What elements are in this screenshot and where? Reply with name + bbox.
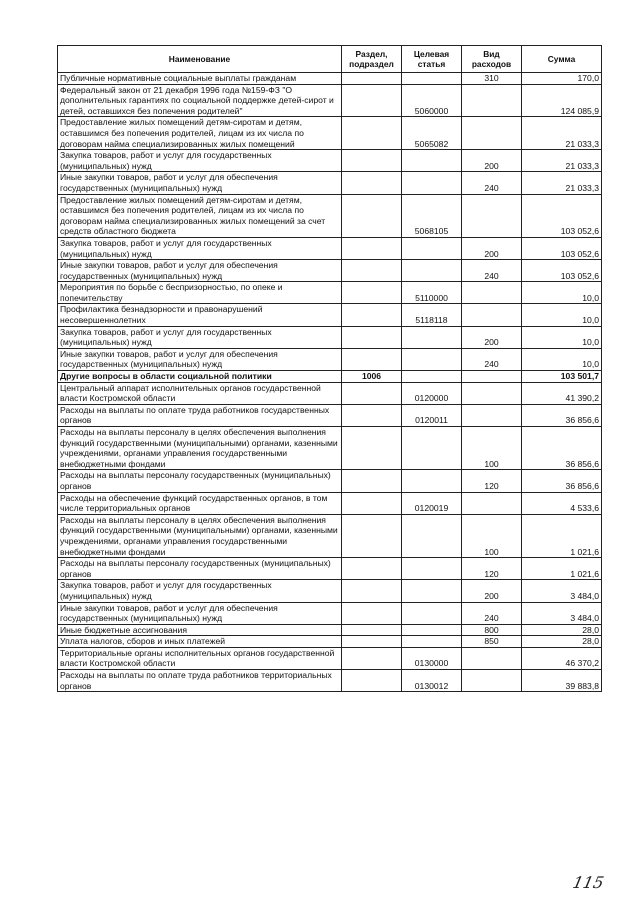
row-sum-cell: 10,0 — [522, 282, 602, 304]
row-section-cell — [342, 326, 402, 348]
row-sum-cell: 21 033,3 — [522, 150, 602, 172]
table-row — [58, 73, 602, 85]
row-name-cell: Федеральный закон от 21 декабря 1996 года №159-ФЗ "О дополнительных гарантиях по социальной поддержке детей-сирот и детей, оставшихся без попечения родителей" — [58, 84, 342, 117]
row-sum-cell: 21 033,3 — [522, 117, 602, 150]
row-kind-cell: 200 — [462, 237, 522, 259]
row-target-cell: 5060000 — [402, 84, 462, 117]
row-sum-cell: 10,0 — [522, 304, 602, 326]
row-section-cell — [342, 602, 402, 624]
row-target-cell: 0130000 — [402, 647, 462, 669]
table-row — [58, 237, 602, 259]
row-kind-cell: 200 — [462, 580, 522, 602]
row-sum-cell: 36 856,6 — [522, 470, 602, 492]
row-sum-cell: 28,0 — [522, 636, 602, 648]
row-sum-cell: 170,0 — [522, 73, 602, 85]
table-row — [58, 348, 602, 370]
row-name-cell: Мероприятия по борьбе с беспризорностью, по опеке и попечительству — [58, 282, 342, 304]
row-target-cell — [402, 371, 462, 383]
row-kind-cell — [462, 194, 522, 237]
row-name-cell: Иные бюджетные ассигнования — [58, 624, 342, 636]
row-kind-cell: 100 — [462, 427, 522, 470]
row-name-cell: Расходы на выплаты персоналу в целях обеспечения выполнения функций государственными (муниципальными) органами, казенными учреждениями, органами управления государственными внебюджетными фондами — [58, 427, 342, 470]
row-sum-cell: 10,0 — [522, 326, 602, 348]
row-target-cell: 5110000 — [402, 282, 462, 304]
row-sum-cell: 41 390,2 — [522, 382, 602, 404]
table-row — [58, 172, 602, 194]
row-sum-cell: 124 085,9 — [522, 84, 602, 117]
row-sum-cell: 36 856,6 — [522, 404, 602, 426]
row-target-cell — [402, 172, 462, 194]
row-target-cell — [402, 260, 462, 282]
row-target-cell: 5065082 — [402, 117, 462, 150]
header-name: Наименование — [58, 46, 342, 73]
row-name-cell: Иные закупки товаров, работ и услуг для обеспечения государственных (муниципальных) нужд — [58, 348, 342, 370]
header-kind: Вид расходов — [462, 46, 522, 73]
row-section-cell — [342, 636, 402, 648]
row-name-cell: Другие вопросы в области социальной политики — [58, 371, 342, 383]
row-target-cell: 5118118 — [402, 304, 462, 326]
row-target-cell — [402, 602, 462, 624]
row-name-cell: Иные закупки товаров, работ и услуг для обеспечения государственных (муниципальных) нужд — [58, 172, 342, 194]
table-header — [58, 46, 602, 73]
row-name-cell: Центральный аппарат исполнительных органов государственной власти Костромской области — [58, 382, 342, 404]
row-section-cell: 1006 — [342, 371, 402, 383]
table-row — [58, 670, 602, 692]
row-section-cell — [342, 580, 402, 602]
row-kind-cell: 120 — [462, 470, 522, 492]
header-sum: Сумма — [522, 46, 602, 73]
row-section-cell — [342, 470, 402, 492]
row-name-cell: Расходы на выплаты по оплате труда работников территориальных органов — [58, 670, 342, 692]
row-target-cell: 0130012 — [402, 670, 462, 692]
row-name-cell: Профилактика безнадзорности и правонарушений несовершеннолетних — [58, 304, 342, 326]
row-target-cell — [402, 326, 462, 348]
row-kind-cell: 100 — [462, 514, 522, 557]
row-kind-cell: 800 — [462, 624, 522, 636]
row-kind-cell: 240 — [462, 172, 522, 194]
table-row — [58, 150, 602, 172]
table-row — [58, 326, 602, 348]
row-section-cell — [342, 404, 402, 426]
row-kind-cell — [462, 492, 522, 514]
row-target-cell — [402, 636, 462, 648]
row-sum-cell: 46 370,2 — [522, 647, 602, 669]
table-row — [58, 282, 602, 304]
row-name-cell: Расходы на выплаты по оплате труда работников государственных органов — [58, 404, 342, 426]
row-kind-cell — [462, 117, 522, 150]
row-sum-cell: 103 501,7 — [522, 371, 602, 383]
row-section-cell — [342, 260, 402, 282]
row-kind-cell: 200 — [462, 326, 522, 348]
row-sum-cell: 4 533,6 — [522, 492, 602, 514]
row-section-cell — [342, 624, 402, 636]
row-target-cell — [402, 237, 462, 259]
row-section-cell — [342, 117, 402, 150]
table-row — [58, 427, 602, 470]
row-section-cell — [342, 237, 402, 259]
budget-table — [57, 45, 602, 692]
row-section-cell — [342, 382, 402, 404]
row-sum-cell: 3 484,0 — [522, 580, 602, 602]
table-row — [58, 624, 602, 636]
row-kind-cell — [462, 371, 522, 383]
row-target-cell — [402, 558, 462, 580]
header-target: Целевая статья — [402, 46, 462, 73]
row-name-cell: Закупка товаров, работ и услуг для государственных (муниципальных) нужд — [58, 580, 342, 602]
row-section-cell — [342, 647, 402, 669]
row-kind-cell — [462, 647, 522, 669]
table-row — [58, 404, 602, 426]
row-kind-cell — [462, 282, 522, 304]
row-target-cell — [402, 150, 462, 172]
row-sum-cell: 39 883,8 — [522, 670, 602, 692]
row-name-cell: Иные закупки товаров, работ и услуг для обеспечения государственных (муниципальных) нужд — [58, 260, 342, 282]
row-kind-cell: 240 — [462, 260, 522, 282]
row-target-cell — [402, 514, 462, 557]
row-sum-cell: 103 052,6 — [522, 194, 602, 237]
row-target-cell: 0120000 — [402, 382, 462, 404]
row-target-cell: 5068105 — [402, 194, 462, 237]
row-section-cell — [342, 172, 402, 194]
row-kind-cell: 240 — [462, 348, 522, 370]
header-section: Раздел, подраздел — [342, 46, 402, 73]
row-section-cell — [342, 84, 402, 117]
table-row — [58, 558, 602, 580]
row-target-cell — [402, 580, 462, 602]
table-row — [58, 580, 602, 602]
table-row — [58, 84, 602, 117]
table-row — [58, 371, 602, 383]
table-row — [58, 117, 602, 150]
row-name-cell: Публичные нормативные социальные выплаты гражданам — [58, 73, 342, 85]
row-target-cell — [402, 470, 462, 492]
table-row — [58, 514, 602, 557]
row-name-cell: Уплата налогов, сборов и иных платежей — [58, 636, 342, 648]
table-row — [58, 470, 602, 492]
table-row — [58, 304, 602, 326]
row-kind-cell — [462, 84, 522, 117]
row-kind-cell: 310 — [462, 73, 522, 85]
table-row — [58, 492, 602, 514]
row-sum-cell: 3 484,0 — [522, 602, 602, 624]
table-row — [58, 647, 602, 669]
row-target-cell — [402, 624, 462, 636]
row-target-cell — [402, 427, 462, 470]
row-target-cell — [402, 73, 462, 85]
row-section-cell — [342, 282, 402, 304]
row-section-cell — [342, 670, 402, 692]
row-section-cell — [342, 304, 402, 326]
row-sum-cell: 103 052,6 — [522, 260, 602, 282]
row-section-cell — [342, 558, 402, 580]
table-row — [58, 260, 602, 282]
row-kind-cell: 200 — [462, 150, 522, 172]
row-name-cell: Расходы на выплаты персоналу в целях обеспечения выполнения функций государственными (муниципальными) органами, казенными учреждениями, органами управления государственными внебюджетными фондами — [58, 514, 342, 557]
row-name-cell: Расходы на обеспечение функций государственных органов, в том числе территориальных органов — [58, 492, 342, 514]
row-kind-cell: 240 — [462, 602, 522, 624]
table-row — [58, 602, 602, 624]
table-row — [58, 382, 602, 404]
row-kind-cell: 850 — [462, 636, 522, 648]
row-section-cell — [342, 194, 402, 237]
row-target-cell: 0120011 — [402, 404, 462, 426]
row-section-cell — [342, 150, 402, 172]
row-section-cell — [342, 492, 402, 514]
row-name-cell: Расходы на выплаты персоналу государственных (муниципальных) органов — [58, 470, 342, 492]
row-kind-cell: 120 — [462, 558, 522, 580]
row-sum-cell: 21 033,3 — [522, 172, 602, 194]
row-kind-cell — [462, 404, 522, 426]
row-sum-cell: 1 021,6 — [522, 514, 602, 557]
row-name-cell: Иные закупки товаров, работ и услуг для обеспечения государственных (муниципальных) нужд — [58, 602, 342, 624]
row-sum-cell: 36 856,6 — [522, 427, 602, 470]
row-section-cell — [342, 427, 402, 470]
row-name-cell: Территориальные органы исполнительных органов государственной власти Костромской области — [58, 647, 342, 669]
row-name-cell: Расходы на выплаты персоналу государственных (муниципальных) органов — [58, 558, 342, 580]
row-sum-cell: 103 052,6 — [522, 237, 602, 259]
table-row — [58, 636, 602, 648]
row-name-cell: Закупка товаров, работ и услуг для государственных (муниципальных) нужд — [58, 150, 342, 172]
row-kind-cell — [462, 304, 522, 326]
row-sum-cell: 1 021,6 — [522, 558, 602, 580]
row-section-cell — [342, 514, 402, 557]
row-name-cell: Закупка товаров, работ и услуг для государственных (муниципальных) нужд — [58, 326, 342, 348]
table-body — [58, 73, 602, 692]
row-target-cell — [402, 348, 462, 370]
row-target-cell: 0120019 — [402, 492, 462, 514]
row-section-cell — [342, 348, 402, 370]
row-sum-cell: 28,0 — [522, 624, 602, 636]
row-kind-cell — [462, 670, 522, 692]
row-name-cell: Предоставление жилых помещений детям-сиротам и детям, оставшимся без попечения родителей, лицам из их числа по договорам найма специализированных жилых помещений — [58, 117, 342, 150]
page-number: 115 — [571, 873, 607, 892]
row-sum-cell: 10,0 — [522, 348, 602, 370]
table-row — [58, 194, 602, 237]
row-kind-cell — [462, 382, 522, 404]
row-name-cell: Предоставление жилых помещений детям-сиротам и детям, оставшимся без попечения родителей, лицам из их числа по договорам найма специализированных жилых помещений за счет средств областного бюджета — [58, 194, 342, 237]
row-section-cell — [342, 73, 402, 85]
row-name-cell: Закупка товаров, работ и услуг для государственных (муниципальных) нужд — [58, 237, 342, 259]
